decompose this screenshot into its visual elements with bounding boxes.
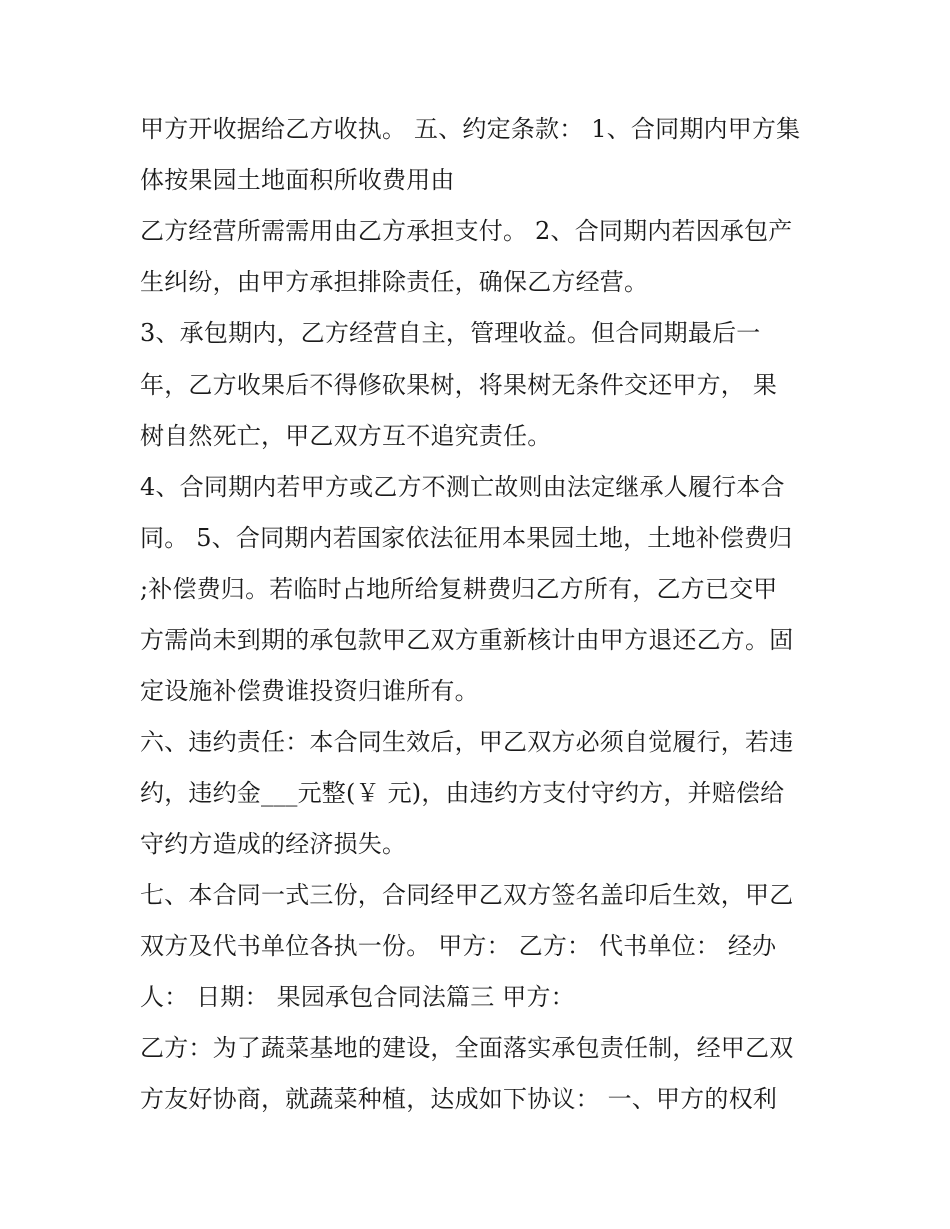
text-line: 年，乙方收果后不得修砍果树，将果树无条件交还甲方， 果 <box>140 371 778 399</box>
text-line: 约，违约金___元整(￥ 元)，由违约方支付守约方，并赔偿给 <box>140 779 785 807</box>
text-line: 同。 5、合同期内若国家依法征用本果园土地，土地补偿费归 <box>140 524 793 552</box>
text-line: 六、违约责任：本合同生效后，甲乙双方必须自觉履行，若违 <box>140 728 794 756</box>
text-line: 甲方开收据给乙方收执。 五、约定条款： 1、合同期内甲方集 <box>140 115 801 143</box>
text-line: 方友好协商，就蔬菜种植，达成如下协议： 一、甲方的权利 <box>140 1085 778 1113</box>
text-line: 人： 日期： 果园承包合同法篇三 甲方： <box>140 983 575 1011</box>
text-line: 乙方：为了蔬菜基地的建设，全面落实承包责任制，经甲乙双 <box>140 1034 794 1062</box>
text-line: 守约方造成的经济损失。 <box>140 830 407 858</box>
text-line: 定设施补偿费谁投资归谁所有。 <box>140 677 479 705</box>
text-line: 3、承包期内，乙方经营自主，管理收益。但合同期最后一 <box>140 319 761 347</box>
text-line: 体按果园土地面积所收费用由 <box>140 166 455 194</box>
text-line: 方需尚未到期的承包款甲乙双方重新核计由甲方退还乙方。固 <box>140 626 794 654</box>
text-line: 生纠纷，由甲方承担排除责任，确保乙方经营。 <box>140 268 649 296</box>
text-line: ;补偿费归。若临时占地所给复耕费归乙方所有，乙方已交甲 <box>140 575 778 603</box>
text-line: 七、本合同一式三份，合同经甲乙双方签名盖印后生效，甲乙 <box>140 881 794 909</box>
text-line: 4、合同期内若甲方或乙方不测亡故则由法定继承人履行本合 <box>140 473 785 501</box>
text-line: 乙方经营所需需用由乙方承担支付。 2、合同期内若因承包产 <box>140 217 793 245</box>
text-line: 双方及代书单位各执一份。 甲方： 乙方： 代书单位： 经办 <box>140 932 777 960</box>
text-line: 树自然死亡，甲乙双方互不追究责任。 <box>140 422 552 450</box>
